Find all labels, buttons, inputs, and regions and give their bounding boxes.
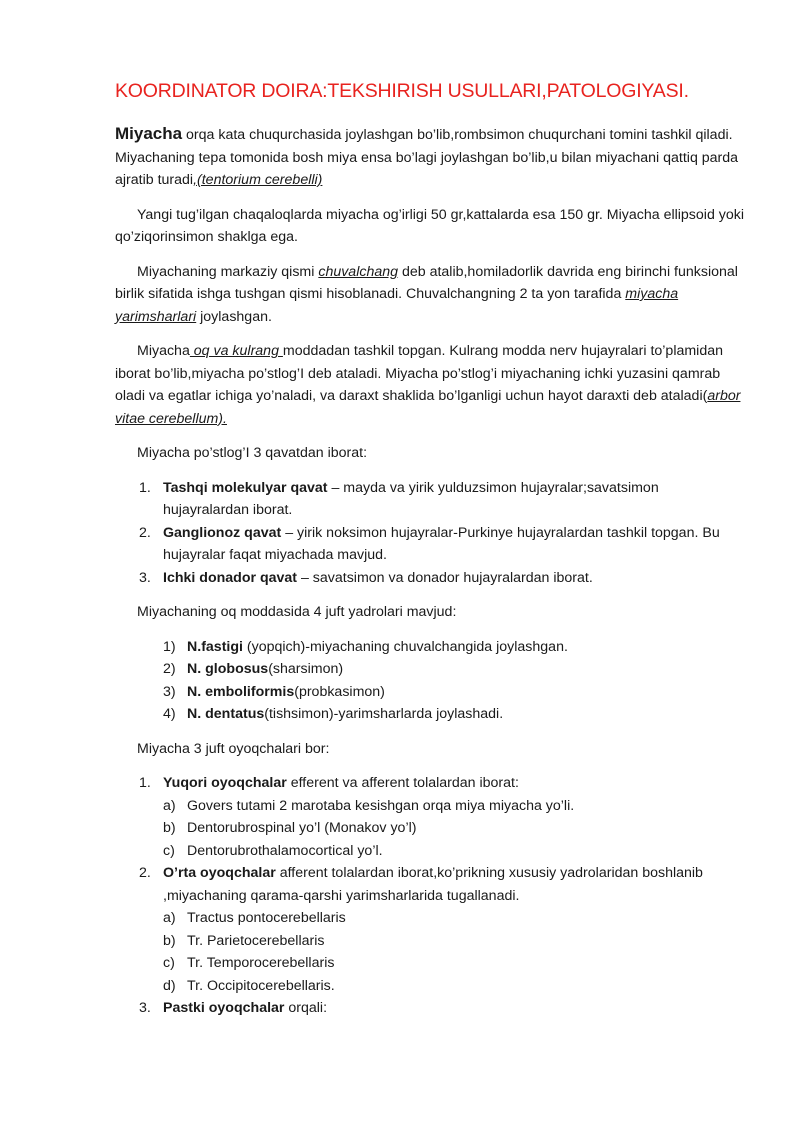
item-description: (yopqich)-miyachaning chuvalchangida joylashgan. [242, 638, 568, 655]
item-name: Ichki donador qavat [163, 569, 298, 586]
item-description: orqali: [284, 1000, 328, 1016]
list-item [115, 772, 745, 862]
lead-term: Miyacha [115, 124, 183, 143]
text-segment: Miyacha [137, 343, 190, 359]
list-item [163, 952, 745, 975]
list-marker: c) [163, 842, 175, 859]
list-marker: d) [163, 977, 176, 994]
term-chuvalchang: chuvalchang [318, 263, 399, 280]
text-segment: moddadan tashkil topgan. Kulrang modda nerv hujayralari to’plamidan iborat bo’lib,miyacha po’stlog’I deb ataladi. Miyacha po’stlog’i miyachaning ichki yuzasini qamrab oladi va egatlar ichiga yo’naladi, va daraxt shaklida bo’lganligi uchun hayot daraxti deb ataladi( [115, 343, 724, 404]
item-text: Tr. Occipitocerebellaris. [187, 977, 335, 994]
paragraph-intro [115, 123, 745, 192]
list-item [115, 997, 745, 1020]
item-text: Tr. Parietocerebellaris [187, 932, 325, 949]
list-marker: 4) [163, 706, 176, 722]
list-item [163, 795, 745, 818]
item-name: Tashqi molekulyar qavat [163, 479, 328, 496]
list-item [115, 522, 745, 567]
list-item [163, 840, 745, 863]
item-name: N. dentatus [187, 706, 265, 722]
item-text: Govers tutami 2 marotaba kesishgan orqa miya miyacha yo’li. [187, 797, 575, 814]
list-marker: a) [163, 797, 176, 814]
list-marker: a) [163, 910, 176, 926]
item-name: Pastki oyoqchalar [163, 1000, 285, 1016]
list-marker: 2. [139, 865, 151, 881]
list-item [115, 567, 745, 590]
list-marker: c) [163, 955, 175, 971]
list-marker: 3) [163, 683, 176, 700]
layers-list [115, 477, 745, 590]
item-description: – mayda va yirik yulduzsimon hujayralar;savatsimon hujayralardan iborat. [163, 479, 659, 518]
item-name: N. globosus [187, 661, 269, 677]
list-marker: 3. [139, 569, 151, 586]
list-marker: b) [163, 820, 176, 836]
item-description: afferent tolalardan iborat,ko’prikning xususiy yadrolaridan boshlanib ,miyachaning qarama-qarshi yarimsharlarida tugallanadi. [163, 865, 703, 904]
text-segment: Miyachaning markaziy qismi [137, 263, 319, 280]
term-arbor-vitae: arbor vitae cerebellum). [115, 388, 741, 427]
peduncles-list [115, 772, 745, 1020]
item-text: Dentorubrospinal yo’l (Monakov yo’l) [187, 820, 417, 836]
item-description: – savatsimon va donador hujayralardan iborat. [297, 569, 593, 586]
list-item [115, 862, 745, 997]
paragraph-matter [115, 340, 745, 430]
peduncles-intro: Miyacha 3 juft oyoqchalari bor: [137, 740, 330, 757]
term-yarimsharlar: miyacha yarimsharlari [115, 286, 679, 325]
text-segment: joylashgan. [196, 308, 272, 325]
list-item [163, 930, 745, 953]
list-item [115, 658, 745, 681]
term-tentorium: ,(tentorium cerebelli) [193, 172, 323, 188]
item-name: O’rta oyoqchalar [163, 865, 276, 881]
list-marker: 1) [163, 638, 176, 655]
item-name: N. emboliformis [187, 683, 295, 700]
item-description: (probkasimon) [294, 683, 385, 700]
intro-text: orqa kata chuqurchasida joylashgan bo’lib,rombsimon chuqurchani tomini tashkil qiladi. Miyachaning tepa tomonida bosh miya ensa bo’lagi joylashgan bo’lib,u bilan miyachani qattiq parda ajratib turadi [115, 127, 739, 188]
paragraph-weight: Yangi tug’ilgan chaqaloqlarda miyacha og’irligi 50 gr,kattalarda esa 150 gr. Miyacha ellipsoid yoki qo’ziqorinsimon shaklga ega. [115, 206, 745, 245]
sub-list [163, 907, 745, 997]
list-marker: 2. [139, 524, 151, 541]
item-description: (sharsimon) [268, 661, 344, 677]
list-item [163, 907, 745, 930]
list-marker: 2) [163, 661, 176, 677]
item-name: N.fastigi [187, 638, 243, 655]
list-item [115, 477, 745, 522]
paragraph-vermis [115, 261, 745, 329]
layers-intro: Miyacha po’stlog’I 3 qavatdan iborat: [137, 445, 368, 461]
nuclei-intro: Miyachaning oq moddasida 4 juft yadrolari mavjud: [137, 604, 457, 620]
document-page [115, 78, 745, 1032]
list-item [163, 817, 745, 840]
item-description: (tishsimon)-yarimsharlarda joylashadi. [264, 706, 504, 722]
list-item [115, 681, 745, 704]
list-marker: 3. [139, 1000, 151, 1016]
list-item [115, 703, 745, 726]
list-item [163, 975, 745, 998]
text-segment: deb atalib,homiladorlik davrida eng birinchi funksional birlik sifatida ishga tushgan qismi hisoblanadi. Chuvalchangning 2 ta yon tarafida [115, 263, 738, 302]
item-name: Yuqori oyoqchalar [163, 775, 287, 791]
item-text: Tractus pontocerebellaris [187, 910, 346, 926]
list-item [115, 636, 745, 659]
sub-list [163, 795, 745, 863]
list-marker: 1. [139, 775, 151, 791]
page-title: KOORDINATOR DOIRA:TEKSHIRISH USULLARI,PATOLOGIYASI. [115, 80, 689, 102]
item-description: – yirik noksimon hujayralar-Purkinye hujayralardan tashkil topgan. Bu hujayralar faqat miyachada mavjud. [163, 524, 720, 563]
item-description: efferent va afferent tolalardan iborat: [286, 775, 519, 791]
nuclei-list [115, 636, 745, 726]
list-marker: b) [163, 932, 176, 949]
list-marker: 1. [139, 479, 151, 496]
item-text: Tr. Temporocerebellaris [187, 955, 335, 971]
item-text: Dentorubrothalamocortical yo’l. [187, 842, 383, 859]
item-name: Ganglionoz qavat [163, 524, 282, 541]
term-oq-kulrang: oq va kulrang [189, 343, 283, 359]
